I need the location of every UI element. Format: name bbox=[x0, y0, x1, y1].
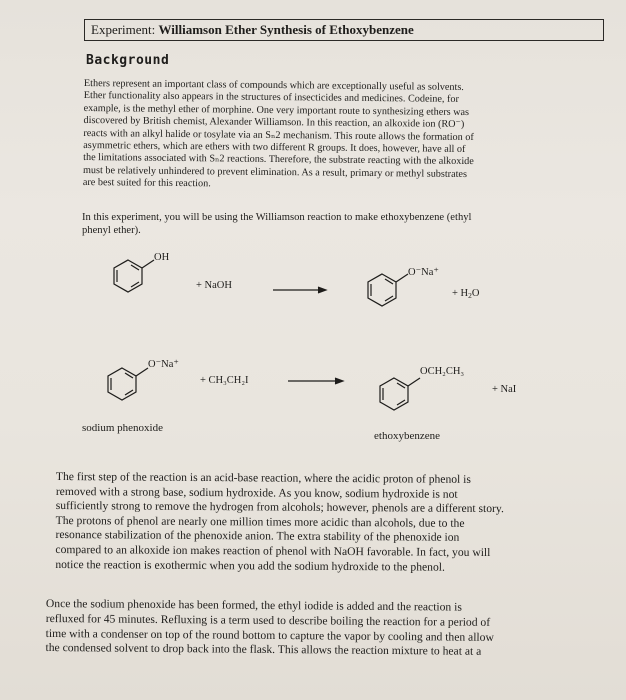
experiment-name: Williamson Ether Synthesis of Ethoxybenzene bbox=[158, 22, 414, 37]
text-line: must be relatively unhindered to prevent elimination. As a result, primary or methyl substrates bbox=[82, 164, 467, 180]
text-line: Once the sodium phenoxide has been formed, the ethyl iodide is added and the reaction is bbox=[45, 597, 462, 614]
text-line: the limitations associated with Sₙ2 reactions. Therefore, the substrate reacting with the alkoxide bbox=[83, 152, 474, 168]
hydroxyl-label: OH bbox=[154, 252, 170, 263]
benzene-ring-ethoxybenzene bbox=[380, 378, 420, 410]
benzene-ring-sodium-phenoxide bbox=[108, 368, 148, 400]
text-line: are best suited for this reaction. bbox=[82, 177, 211, 190]
text-line: The protons of phenol are nearly one million times more acidic than alcohols, due to the bbox=[55, 513, 465, 530]
ethoxy-group-label: OCH₂CH₃ bbox=[420, 366, 465, 377]
text-line: removed with a strong base, sodium hydroxide. As you know, sodium hydroxide is not bbox=[55, 484, 458, 501]
text-line: Ethers represent an important class of compounds which are exceptionally useful as solvents. bbox=[83, 78, 464, 93]
sodium-phenoxide-formula: O⁻Na⁺ bbox=[148, 359, 179, 370]
text-line: Ether functionality also appears in the structures of insecticides and medicines. Codeine, for bbox=[83, 90, 459, 106]
water-subscript: 2 bbox=[468, 291, 472, 300]
paragraph-reflux bbox=[45, 597, 585, 661]
text-line: sufficiently strong to remove the hydrogen from alcohols; however, phenols are a different story. bbox=[55, 499, 504, 516]
text-line: reacts with an alkyl halide or tosylate via an Sₙ2 mechanism. This route allows the formation of bbox=[83, 127, 474, 143]
nai-byproduct: + NaI bbox=[492, 384, 517, 395]
text-line: refluxed for 45 minutes. Refluxing is a term used to describe boiling the reaction for a period of bbox=[45, 611, 491, 629]
naoh-reagent: + NaOH bbox=[196, 280, 232, 291]
benzene-ring-phenol bbox=[114, 260, 154, 292]
text-line: The first step of the reaction is an acid-base reaction, where the acidic proton of phenol is bbox=[55, 470, 471, 486]
section-heading: Background bbox=[86, 53, 170, 68]
text-line: time with a condenser on top of the round bottom to capture the vapor by cooling and then allow bbox=[45, 626, 494, 644]
text-line: phenyl ether). bbox=[82, 224, 141, 236]
sodium-phenoxide-label: sodium phenoxide bbox=[82, 422, 163, 434]
text-line: the condensed solvent to drop back into the flask. This allows the reaction mixture to heat at a bbox=[45, 641, 482, 659]
text-line: resonance stabilization of the phenoxide anion. The extra stability of the phenoxide ion bbox=[55, 528, 460, 545]
text-line: In this experiment, you will be using the Williamson reaction to make ethoxybenzene (ethyl bbox=[82, 212, 472, 223]
text-line: notice the reaction is exothermic when you add the sodium hydroxide to the phenol. bbox=[55, 557, 445, 574]
ethyl-iodide-reagent: + CH₃CH₂I bbox=[200, 375, 249, 386]
water-prefix: + H bbox=[452, 288, 469, 299]
experiment-label: Experiment: bbox=[91, 22, 156, 37]
water-byproduct bbox=[452, 288, 479, 300]
text-line: asymmetric ethers, which are ethers with two different R groups. It does, however, have all of bbox=[83, 140, 466, 156]
water-suffix: O bbox=[471, 288, 480, 299]
benzene-ring-phenoxide-product bbox=[368, 274, 408, 306]
text-line: discovered by British chemist, Alexander Williamson. In this reaction, an alkoxide ion (RO⁻) bbox=[83, 115, 465, 131]
ethoxybenzene-label: ethoxybenzene bbox=[374, 430, 440, 442]
text-line: example, is the methyl ether of morphine. One very important route to synthesizing ethers was bbox=[83, 102, 470, 118]
paragraph-acid-base bbox=[55, 470, 576, 576]
text-line: compared to an alkoxide ion makes reaction of phenol with NaOH favorable. In fact, you will bbox=[55, 542, 491, 560]
phenoxide-label: O⁻Na⁺ bbox=[408, 267, 439, 278]
